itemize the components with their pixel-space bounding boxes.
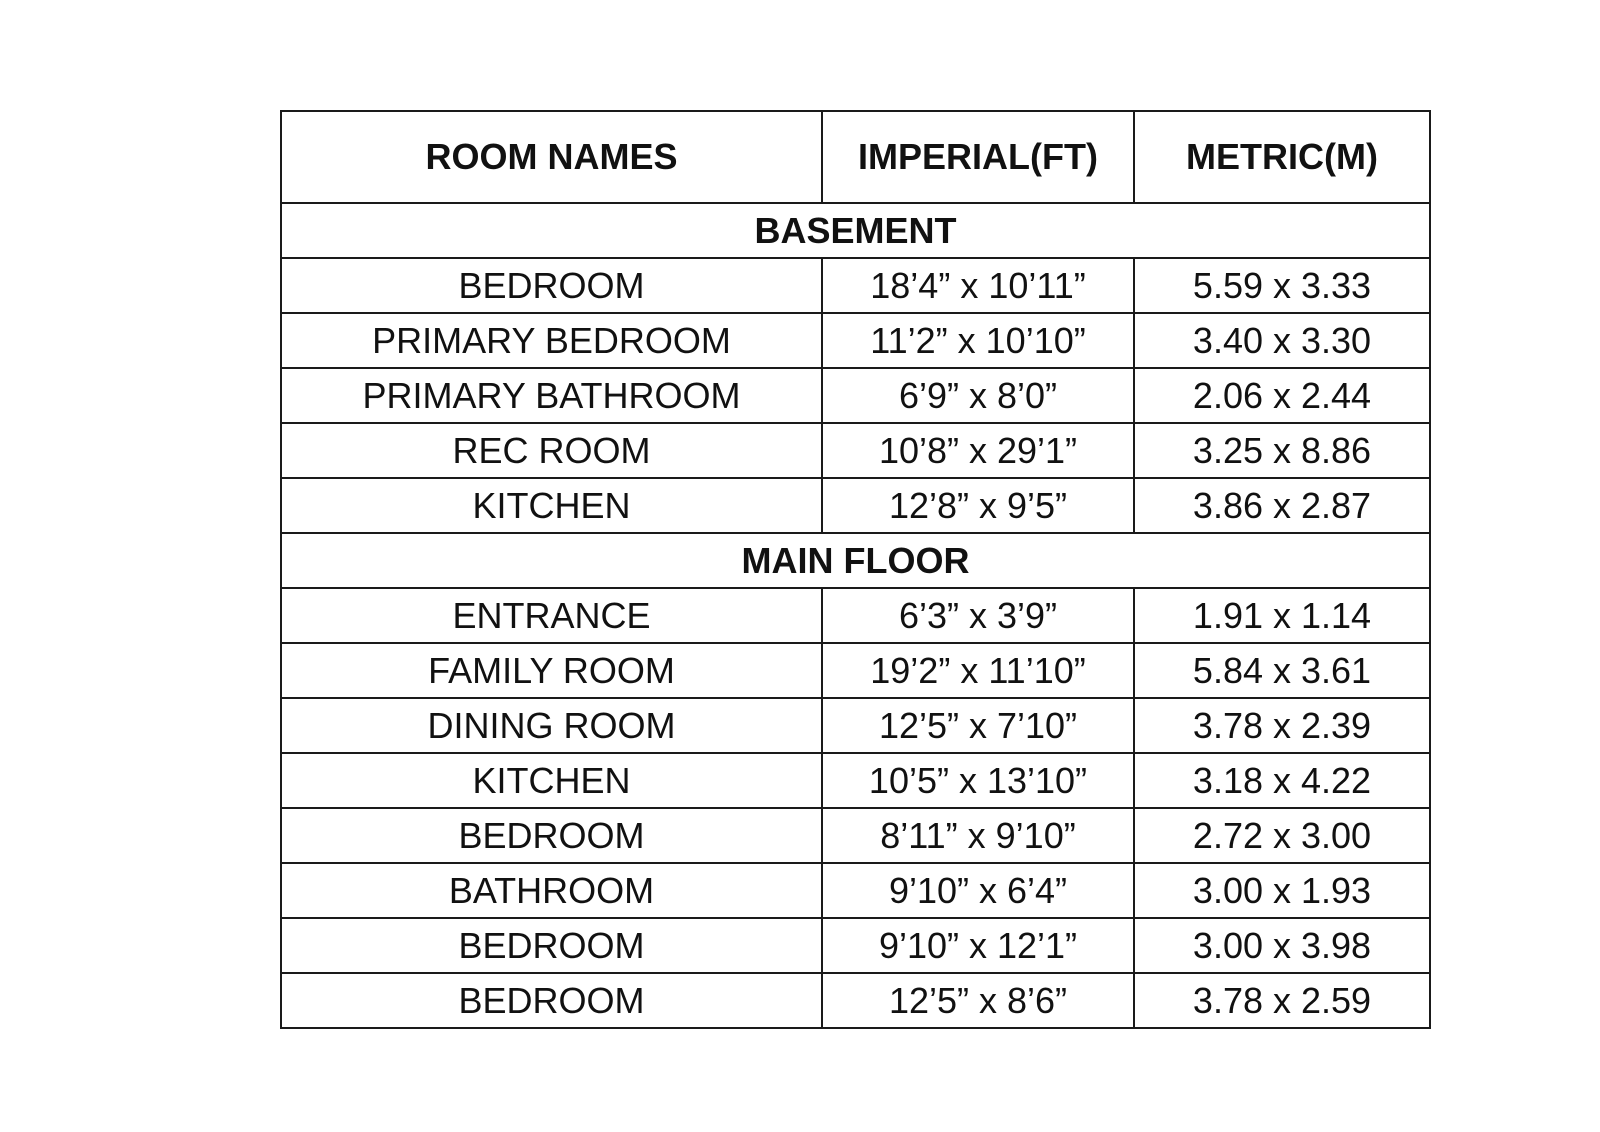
metric-cell: 3.18 x 4.22: [1134, 753, 1430, 808]
table-row: [281, 918, 1430, 973]
room-name-cell: PRIMARY BATHROOM: [281, 368, 822, 423]
imperial-cell: 10’5” x 13’10”: [822, 753, 1134, 808]
metric-cell: 3.25 x 8.86: [1134, 423, 1430, 478]
table-row: [281, 478, 1430, 533]
table-body: [281, 203, 1430, 1028]
section-title: BASEMENT: [281, 203, 1430, 258]
metric-cell: 2.06 x 2.44: [1134, 368, 1430, 423]
room-name-cell: KITCHEN: [281, 478, 822, 533]
imperial-cell: 9’10” x 6’4”: [822, 863, 1134, 918]
room-name-cell: BEDROOM: [281, 973, 822, 1028]
imperial-cell: 6’9” x 8’0”: [822, 368, 1134, 423]
table-row: [281, 753, 1430, 808]
imperial-cell: 11’2” x 10’10”: [822, 313, 1134, 368]
table-header: [281, 111, 1430, 203]
metric-cell: 2.72 x 3.00: [1134, 808, 1430, 863]
metric-cell: 5.84 x 3.61: [1134, 643, 1430, 698]
room-name-cell: BEDROOM: [281, 258, 822, 313]
header-room-names: ROOM NAMES: [281, 111, 822, 203]
metric-cell: 1.91 x 1.14: [1134, 588, 1430, 643]
imperial-cell: 12’5” x 8’6”: [822, 973, 1134, 1028]
table-row: [281, 808, 1430, 863]
metric-cell: 3.00 x 1.93: [1134, 863, 1430, 918]
section-title: MAIN FLOOR: [281, 533, 1430, 588]
table-row: [281, 863, 1430, 918]
table-row: [281, 423, 1430, 478]
imperial-cell: 12’8” x 9’5”: [822, 478, 1134, 533]
metric-cell: 3.78 x 2.39: [1134, 698, 1430, 753]
room-name-cell: FAMILY ROOM: [281, 643, 822, 698]
room-name-cell: BEDROOM: [281, 808, 822, 863]
section-row: [281, 533, 1430, 588]
metric-cell: 3.86 x 2.87: [1134, 478, 1430, 533]
imperial-cell: 8’11” x 9’10”: [822, 808, 1134, 863]
room-name-cell: REC ROOM: [281, 423, 822, 478]
imperial-cell: 18’4” x 10’11”: [822, 258, 1134, 313]
header-row: [281, 111, 1430, 203]
table-row: [281, 368, 1430, 423]
imperial-cell: 19’2” x 11’10”: [822, 643, 1134, 698]
table-row: [281, 973, 1430, 1028]
table-row: [281, 698, 1430, 753]
imperial-cell: 10’8” x 29’1”: [822, 423, 1134, 478]
metric-cell: 3.40 x 3.30: [1134, 313, 1430, 368]
table-row: [281, 313, 1430, 368]
room-name-cell: ENTRANCE: [281, 588, 822, 643]
metric-cell: 3.00 x 3.98: [1134, 918, 1430, 973]
imperial-cell: 12’5” x 7’10”: [822, 698, 1134, 753]
room-name-cell: DINING ROOM: [281, 698, 822, 753]
imperial-cell: 6’3” x 3’9”: [822, 588, 1134, 643]
room-dimensions-table: [280, 110, 1431, 1029]
header-metric: METRIC(M): [1134, 111, 1430, 203]
room-name-cell: KITCHEN: [281, 753, 822, 808]
imperial-cell: 9’10” x 12’1”: [822, 918, 1134, 973]
metric-cell: 3.78 x 2.59: [1134, 973, 1430, 1028]
room-name-cell: BATHROOM: [281, 863, 822, 918]
metric-cell: 5.59 x 3.33: [1134, 258, 1430, 313]
table-row: [281, 643, 1430, 698]
room-name-cell: PRIMARY BEDROOM: [281, 313, 822, 368]
section-row: [281, 203, 1430, 258]
table-row: [281, 258, 1430, 313]
header-imperial: IMPERIAL(FT): [822, 111, 1134, 203]
room-name-cell: BEDROOM: [281, 918, 822, 973]
table-row: [281, 588, 1430, 643]
